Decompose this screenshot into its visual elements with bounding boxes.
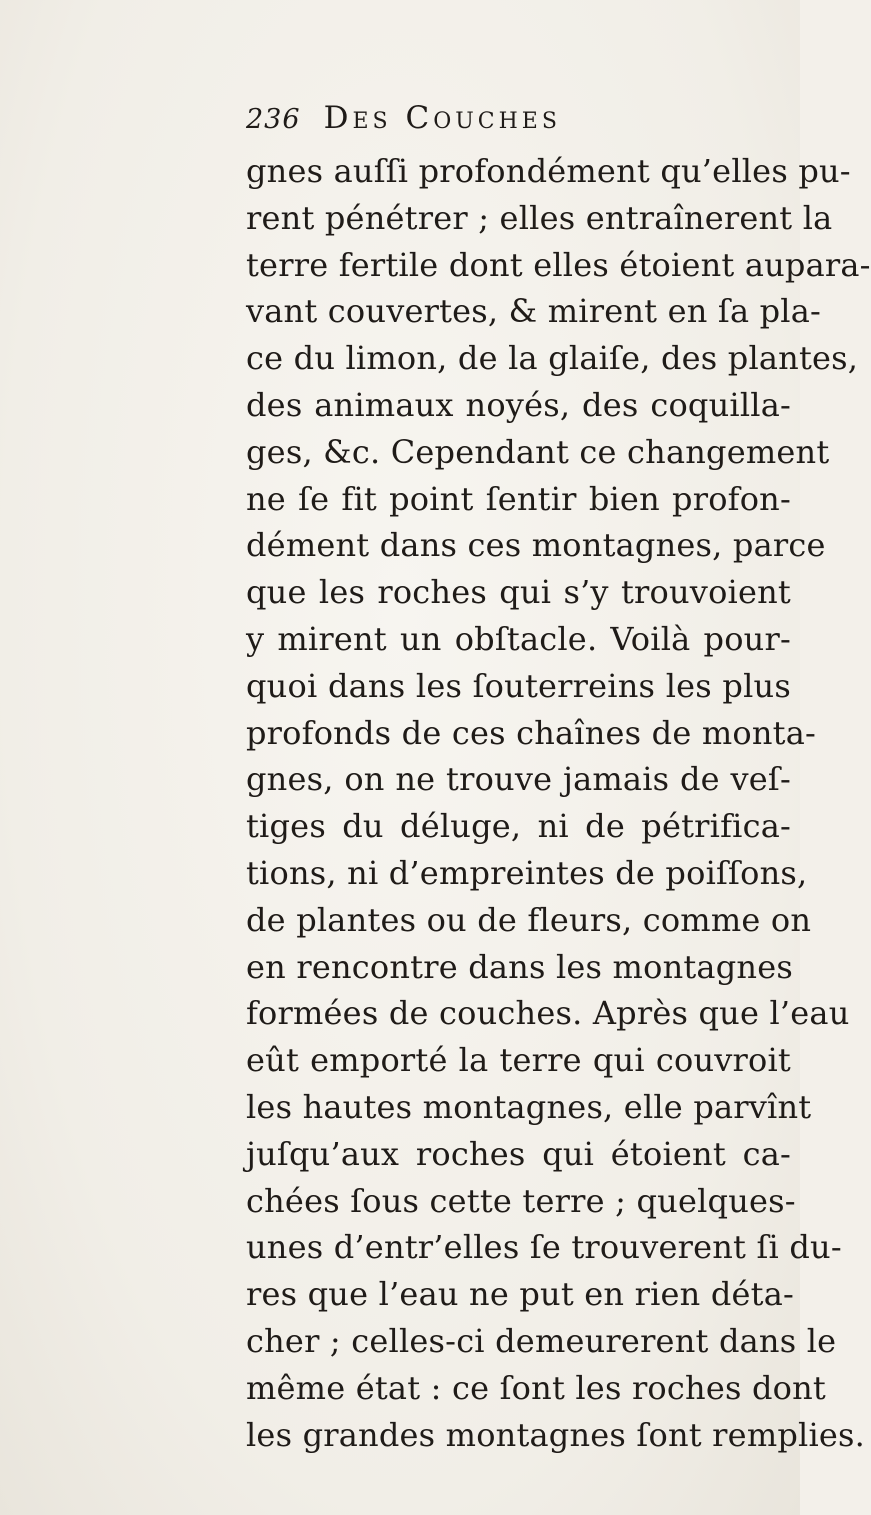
text-line: vant couvertes, & mirent en ſa pla-	[246, 292, 821, 331]
text-line: chées ſous cette terre ; quelques-	[246, 1181, 796, 1220]
text-line: même état : ce ſont les roches dont	[246, 1368, 826, 1407]
text-line: quoi dans les ſouterreins les plus	[246, 666, 791, 705]
text-line: tions, ni d’empreintes de poiſſons,	[246, 853, 808, 892]
text-line: cher ; celles-ci demeurerent dans le	[246, 1321, 837, 1360]
text-line: les hautes montagnes, elle parvînt	[246, 1087, 812, 1126]
text-line: formées de couches. Après que l’eau	[246, 994, 850, 1033]
text-line: des animaux noyés, des coquilla-	[246, 385, 791, 424]
text-line: profonds de ces chaînes de monta-	[246, 713, 817, 752]
text-line: y mirent un obſtacle. Voilà pour-	[246, 619, 791, 658]
text-line: ne ſe fit point ſentir bien profon-	[246, 479, 791, 518]
text-line: rent pénétrer ; elles entraînerent la	[246, 198, 833, 237]
page-number: 236	[246, 104, 301, 135]
text-line: ges, &c. Cependant ce changement	[246, 432, 830, 471]
text-line: de plantes ou de fleurs, comme on	[246, 900, 812, 939]
text-line: gnes auſſi profondément qu’elles pu-	[246, 152, 851, 190]
text-line: gnes, on ne trouve jamais de veſ-	[246, 760, 791, 799]
text-line: unes d’entr’elles ſe trouverent ſi du-	[246, 1228, 842, 1267]
text-line: terre fertile dont elles étoient aupara-	[246, 245, 871, 284]
text-line: en rencontre dans les montagnes	[246, 947, 793, 986]
text-line: tiges du déluge, ni de pétrifica-	[246, 807, 791, 846]
text-line: juſqu’aux roches qui étoient ca-	[246, 1134, 791, 1173]
body-text	[246, 148, 871, 1458]
running-title: Des Couches	[323, 100, 561, 136]
page-header	[246, 100, 561, 136]
text-line: eût emporté la terre qui couvroit	[246, 1041, 791, 1080]
text-line: ce du limon, de la glaiſe, des plantes,	[246, 339, 859, 378]
text-line: les grandes montagnes ſont remplies.	[246, 1415, 866, 1454]
text-line: dément dans ces montagnes, parce	[246, 526, 826, 565]
text-line: que les roches qui s’y trouvoient	[246, 573, 791, 612]
text-line: res que l’eau ne put en rien déta-	[246, 1275, 795, 1314]
